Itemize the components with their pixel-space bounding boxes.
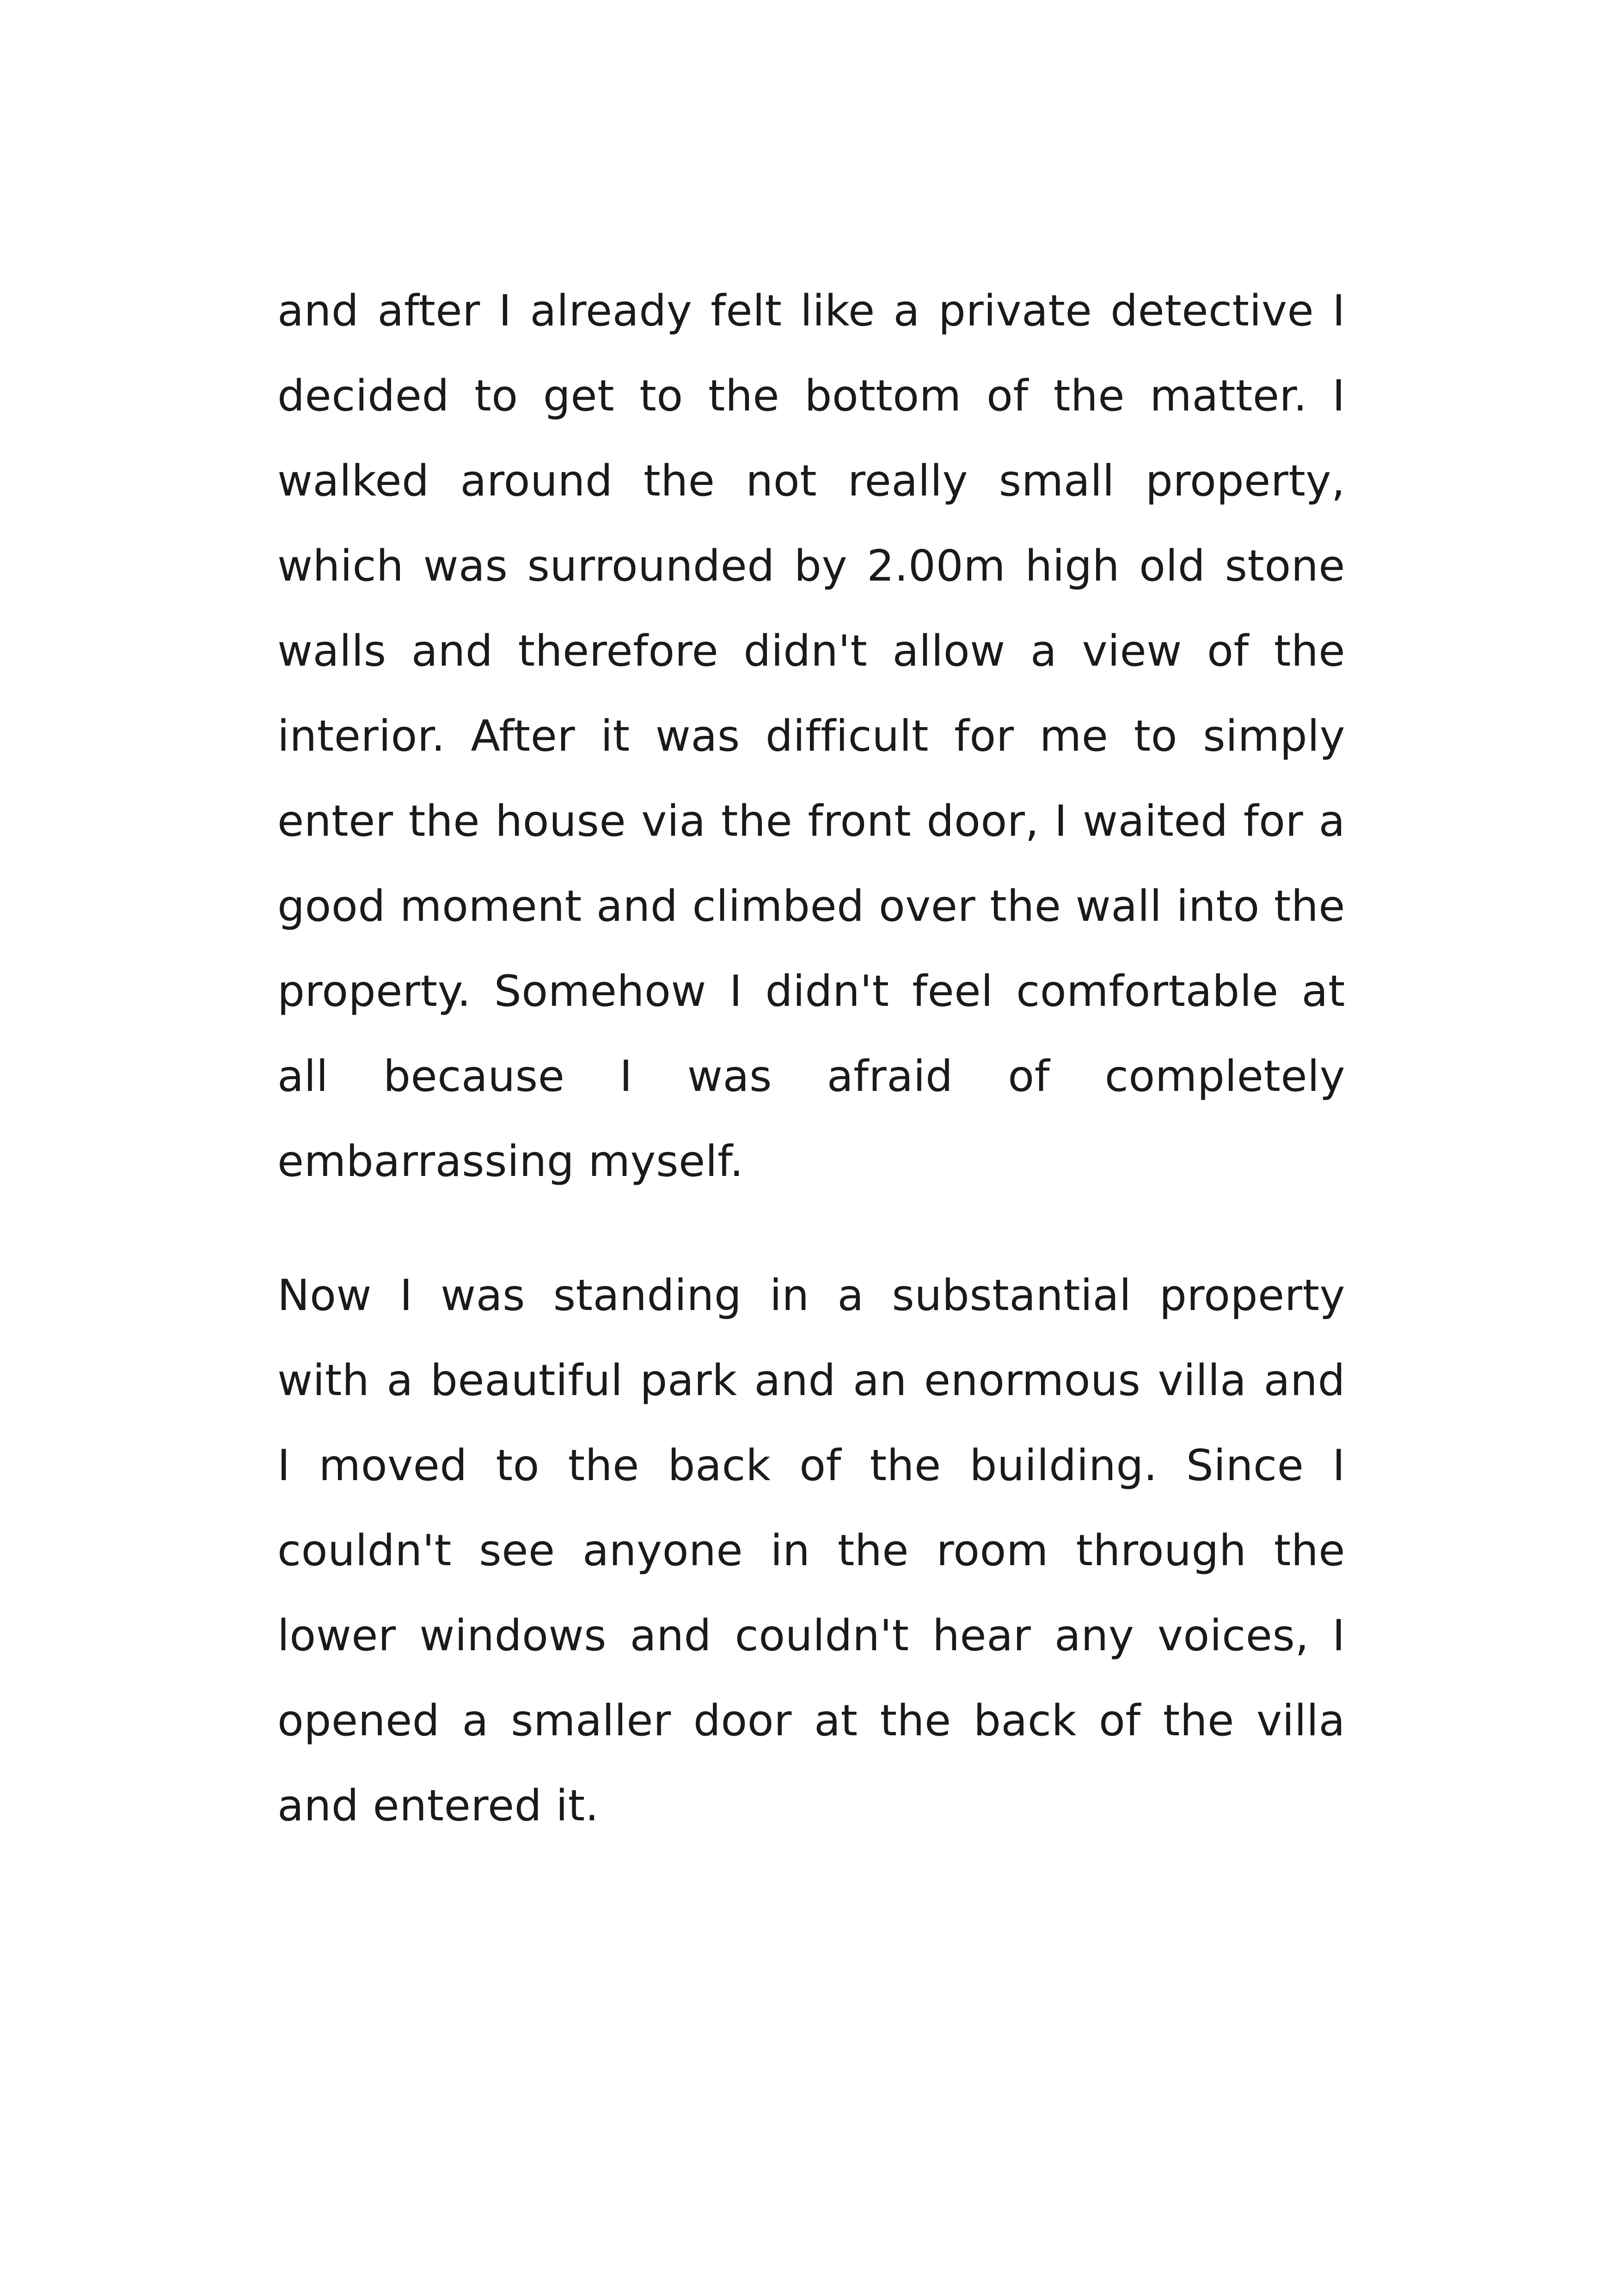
paragraph-1 <box>277 268 1345 1204</box>
paragraph-2-text: Now I was standing in a substantial property with a beautiful park and an enormous villa and I moved to the back of the building. Since I couldn't see anyone in the room through the lower windows and couldn't hear any voices, I opened a smaller door at the back of the villa and entered it. <box>277 1270 1345 1831</box>
paragraph-1-text: and after I already felt like a private detective I decided to get to the bottom of the matter. I walked around the not really small property, which was surrounded by 2.00m high old stone walls and therefore didn't allow a view of the interior. After it was difficult for me to simply enter the house via the front door, I waited for a good moment and climbed over the wall into the property. Somehow I didn't feel comfortable at all because I was afraid of completely embarrassing myself. <box>277 286 1345 1186</box>
paragraph-2 <box>277 1253 1345 1848</box>
